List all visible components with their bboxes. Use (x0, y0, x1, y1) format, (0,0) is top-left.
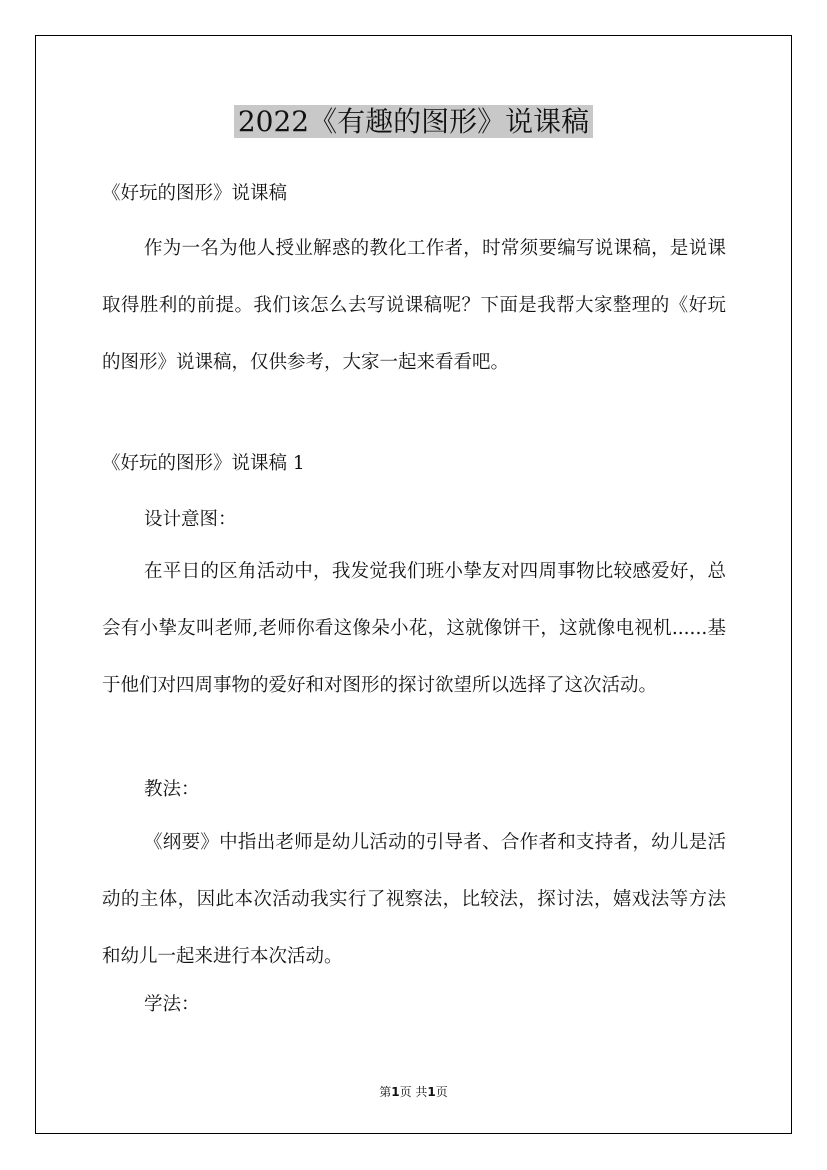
footer-page-prefix: 第 (379, 1085, 392, 1099)
intro-paragraph: 作为一名为他人授业解惑的教化工作者，时常须要编写说课稿，是说课取得胜利的前提。我们该怎么去写说课稿呢？下面是我帮大家整理的《好玩的图形》说课稿，仅供参考，大家一起来看看吧。 (102, 238, 726, 373)
teaching-label: 教法： (144, 779, 200, 800)
section-heading: 《好玩的图形》说课稿 1 (102, 453, 305, 474)
document-subtitle: 《好玩的图形》说课稿 (102, 183, 288, 204)
teaching-paragraph: 《纲要》中指出老师是幼儿活动的引导者、合作者和支持者，幼儿是活动的主体，因此本次活动我实行了视察法，比较法，探讨法，嬉戏法等方法和幼儿一起来进行本次活动。 (102, 832, 726, 967)
page-footer (0, 1083, 827, 1101)
footer-page-suffix: 页 (435, 1085, 448, 1099)
footer-page-current: 1 (391, 1085, 400, 1099)
footer-page-mid: 页 共 (399, 1085, 428, 1099)
design-label: 设计意图： (144, 509, 237, 530)
learning-label: 学法： (144, 994, 200, 1015)
document-title-text: 2022《有趣的图形》说课稿 (234, 105, 593, 138)
design-paragraph: 在平日的区角活动中，我发觉我们班小挚友对四周事物比较感爱好，总会有小挚友叫老师,老师你看这像朵小花，这就像饼干，这就像电视机......基于他们对四周事物的爱好和对图形的探讨欲望所以选择了这次活动。 (102, 561, 726, 696)
footer-page-total: 1 (427, 1085, 436, 1099)
document-title (0, 102, 827, 142)
